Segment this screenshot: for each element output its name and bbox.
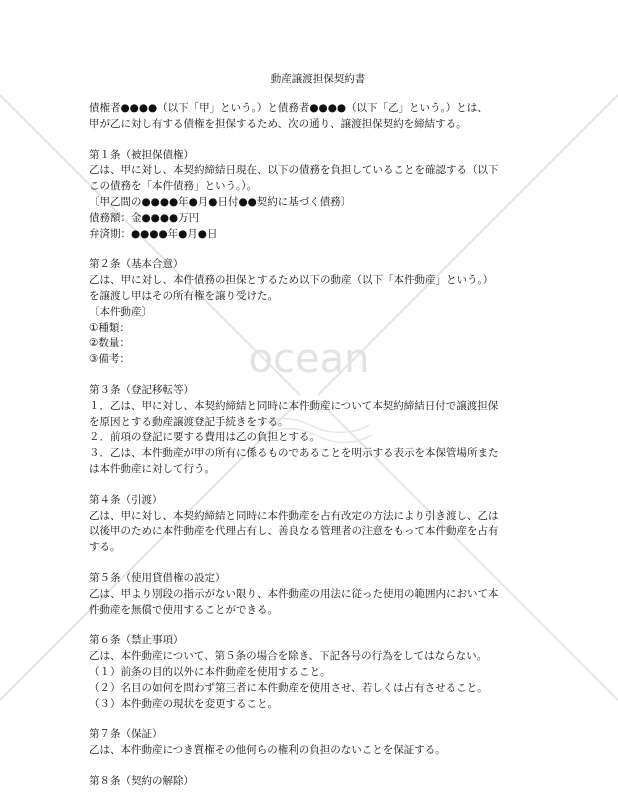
articles bbox=[89, 148, 539, 790]
article-4 bbox=[89, 493, 539, 556]
article-line: 以後甲のために本件動産を代理占有し、善良なる管理者の注意をもって本件動産を占有 bbox=[89, 525, 499, 538]
article-line: ２．前項の登記に要する費用は乙の負担とする。 bbox=[89, 431, 320, 444]
article-line: 乙は、甲より別段の指示がない限り、本件動産の用法に従った使用の範囲内において本 bbox=[89, 587, 499, 600]
article-heading: 第１条（被担保債権） bbox=[89, 148, 194, 161]
article-heading: 第５条（使用貸借権の設定） bbox=[89, 571, 226, 584]
article-line: する。 bbox=[89, 541, 121, 554]
article-line: ③備考： bbox=[89, 353, 130, 366]
article-line: は本件動産に対して行う。 bbox=[89, 462, 215, 475]
document-title: 動産譲渡担保契約書 bbox=[270, 73, 366, 85]
article-line: 〔本件動産〕 bbox=[89, 305, 152, 318]
article-line: 乙は、甲に対し、本件債務の担保とするため以下の動産（以下「本件動産」という。） bbox=[89, 274, 494, 287]
article-line: ３．乙は、本件動産が甲の所有に係るものであることを明示する表示を本保管場所また bbox=[89, 447, 499, 460]
article-heading: 第３条（登記移転等） bbox=[89, 383, 194, 396]
article-7 bbox=[89, 727, 539, 759]
article-line: （３）本件動産の現状を変更すること。 bbox=[89, 697, 278, 710]
article-line: 乙は、甲に対し、本契約締結と同時に本件動産を占有改定の方法により引き渡し、乙は bbox=[89, 509, 499, 522]
article-5 bbox=[89, 571, 539, 618]
article-3 bbox=[89, 383, 539, 478]
article-line: 債務額：金●●●●万円 bbox=[89, 211, 200, 224]
article-line: 乙は、本件動産につき質権その他何らの権利の負担のないことを保証する。 bbox=[89, 744, 446, 757]
article-heading: 第２条（基本合意） bbox=[89, 258, 184, 271]
article-line: 弁済期：●●●●年●月●日 bbox=[89, 227, 218, 240]
article-line: ①種類： bbox=[89, 321, 130, 334]
article-line: 件動産を無償で使用することができる。 bbox=[89, 603, 278, 616]
intro-line: 甲が乙に対し有する債権を担保するため、次の通り、譲渡担保契約を締結する。 bbox=[89, 117, 467, 130]
article-heading: 第７条（保証） bbox=[89, 728, 163, 741]
article-heading: 第８条（契約の解除） bbox=[89, 774, 194, 787]
article-line: を譲渡し甲はその所有権を譲り受けた。 bbox=[89, 289, 278, 302]
article-line: １．乙は、甲に対し、本契約締結と同時に本件動産について本契約締結日付で譲渡担保 bbox=[89, 399, 499, 412]
article-line: 〔甲乙間の●●●●年●月●日付●●契約に基づく債務〕 bbox=[89, 195, 352, 208]
intro-paragraph bbox=[89, 101, 539, 133]
article-heading: 第４条（引渡） bbox=[89, 493, 163, 506]
watermark-text: ocean bbox=[248, 336, 370, 382]
article-heading: 第６条（禁止事項） bbox=[89, 634, 184, 647]
article-line: 乙は、甲に対し、本契約締結日現在、以下の債務を負担していることを確認する（以下 bbox=[89, 164, 499, 177]
article-1 bbox=[89, 148, 539, 243]
article-line: （２）名目の如何を問わず第三者に本件動産を使用させ、若しくは占有させること。 bbox=[89, 681, 488, 694]
contract-document bbox=[89, 71, 539, 790]
article-line: ②数量： bbox=[89, 337, 130, 350]
article-8 bbox=[89, 774, 539, 790]
article-6 bbox=[89, 633, 539, 712]
article-line: （１）前条の目的以外に本件動産を使用すること。 bbox=[89, 665, 331, 678]
article-line: を原因とする動産譲渡登記手続きをする。 bbox=[89, 415, 289, 428]
article-line: この債務を「本件債務」という。）。 bbox=[89, 180, 257, 193]
intro-line: 債権者●●●●（以下「甲」という。）と債務者●●●●（以下「乙」という。）とは、 bbox=[89, 102, 488, 114]
article-2 bbox=[89, 257, 539, 368]
article-line: 乙は、本件動産について、第５条の場合を除き、下記各号の行為をしてはならない。 bbox=[89, 650, 488, 663]
